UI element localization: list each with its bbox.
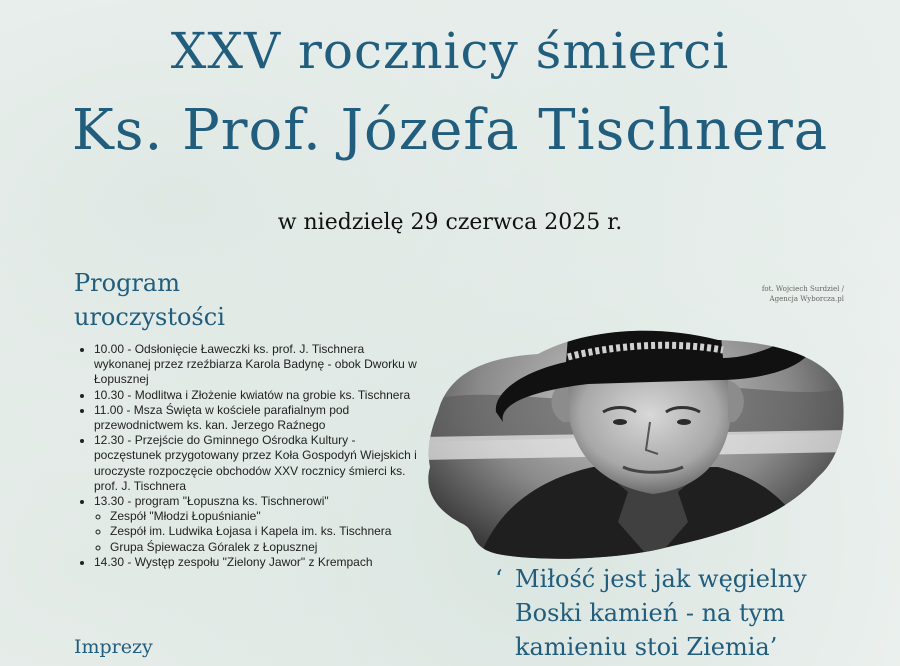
quote-line-2: Boski kamień - na tym: [515, 599, 785, 627]
program-heading: [74, 266, 225, 334]
quote: [495, 562, 835, 664]
event-date: w niedzielę 29 czerwca 2025 r.: [277, 210, 623, 235]
program-subitem: ◦ Zespół im. Ludwika Łojasa i Kapela im. ks. Tischnera: [110, 524, 424, 539]
events-heading: Imprezy: [74, 636, 153, 658]
portrait-photo: [418, 262, 848, 562]
title-line-1: XXV rocznicy śmierci: [170, 22, 730, 80]
program-subitem: ◦ Zespół "Młodzi Łopuśnianie": [110, 509, 424, 524]
quote-open-mark: ‘: [495, 565, 503, 593]
program-list: [74, 342, 424, 570]
program-item: • 10.00 - Odsłonięcie Ławeczki ks. prof. J. Tischnera wykonanej przez rzeźbiarza Karola Badynę - obok Dworku w Łopusznej: [94, 342, 424, 388]
program-heading-line-1: Program: [74, 269, 180, 297]
program-subitem: ◦ Grupa Śpiewacza Góralek z Łopusznej: [110, 540, 424, 555]
program-heading-line-2: uroczystości: [74, 303, 225, 331]
quote-line-1: Miłość jest jak węgielny: [515, 565, 807, 593]
photo-credit-line-2: Agencja Wyborcza.pl: [769, 295, 844, 303]
quote-line-3: kamieniu stoi Ziemia’: [515, 633, 778, 661]
photo-credit-line-1: fot. Wojciech Surdziel /: [761, 285, 844, 293]
program-item: [94, 494, 424, 555]
program-item: • 12.30 - Przejście do Gminnego Ośrodka Kultury - poczęstunek przygotowany przez Koła Gospodyń Wiejskich i uroczyste rozpoczęcie obchodów XXV rocznicy śmierci ks. prof. J. Tischnera: [94, 433, 424, 494]
program-item-label: 13.30 - program "Łopuszna ks. Tischnerowi": [94, 494, 329, 509]
program-item: • 10.30 - Modlitwa i Złożenie kwiatów na grobie ks. Tischnera: [94, 388, 424, 403]
photo-credit: [760, 284, 844, 304]
title-line-2: Ks. Prof. Józefa Tischnera: [71, 98, 829, 163]
portrait-image: [418, 262, 848, 562]
program-item: • 14.30 - Występ zespołu "Zielony Jawor" z Krempach: [94, 555, 424, 570]
program-item: • 11.00 - Msza Święta w kościele parafialnym pod przewodnictwem ks. kan. Jerzego Raźnego: [94, 403, 424, 433]
